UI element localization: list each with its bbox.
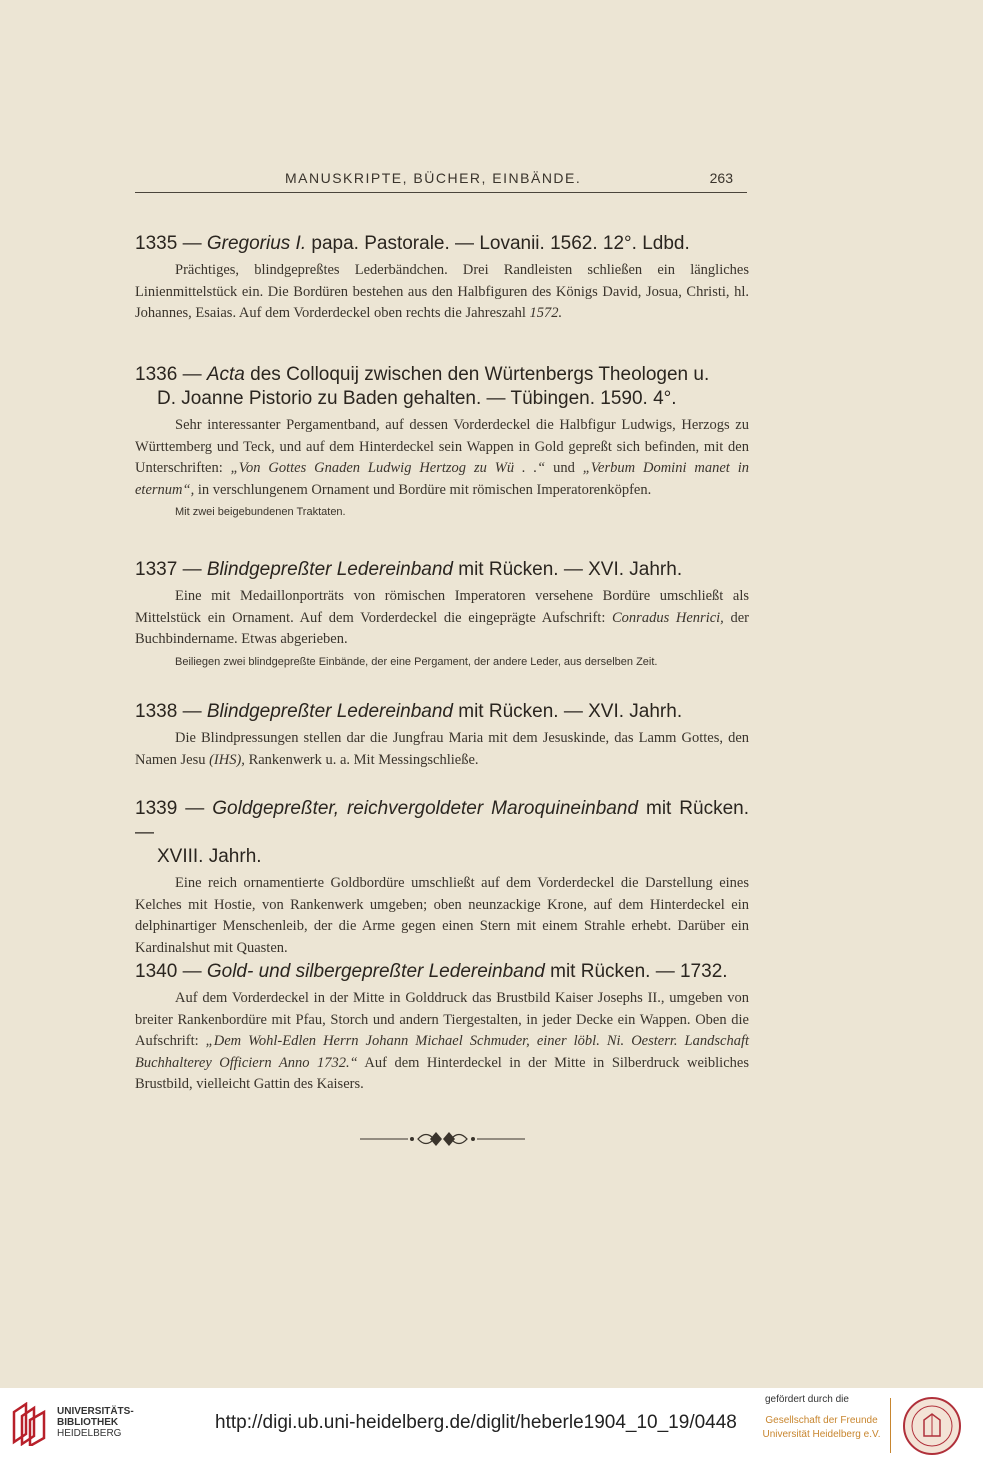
library-logo-icon bbox=[10, 1402, 50, 1446]
entry-description: Prächtiges, blindgepreßtes Lederbändchen. Drei Randleisten schließen ein längliches Linienmittelstück ein. Die Bordüren bestehen aus den Halbfiguren des Königs David, Josua, Christi, hl. Johannes, Esaias. Auf dem Vorderdeckel oben rechts die Jahreszahl 1572. bbox=[135, 262, 749, 321]
entry-heading: 1335 — Gregorius I. papa. Pastorale. — Lovanii. 1562. 12°. Ldbd. bbox=[135, 233, 690, 254]
entry-heading: 1339 — Goldgepreßter, reichvergoldeter Maroquineinband mit Rücken. — XVIII. Jahrh. bbox=[135, 798, 749, 867]
entry-1339 bbox=[135, 797, 749, 959]
entry-description: Auf dem Vorderdeckel in der Mitte in Golddruck das Brustbild Kaiser Josephs II., umgeben von breiter Rankenbordüre mit Pfau, Storch und andern Tiergestalten, in jeder Decke ein Wappen. Oben die Aufschrift: „Dem Wohl-Edlen Herrn Johann Michael Schmuder, einer löbl. Ni. Oesterr. Landschaft Buchhalterey Officiern Anno 1732.“ Auf dem Hinterdeckel in der Mitte in Silberdruck weibliches Brustbild, vielleicht Gattin des Kaisers. bbox=[135, 990, 750, 1092]
entry-description: Eine mit Medaillonporträts von römischen Imperatoren versehene Bordüre umschließt als Mittelstück ein Ornament. Auf dem Vorderdeckel die eingeprägte Aufschrift: Conradus Henrici, der Buchbindername. Etwas abgerieben. bbox=[135, 588, 749, 647]
entry-heading: 1338 — Blindgepreßter Ledereinband mit Rücken. — XVI. Jahrh. bbox=[135, 701, 683, 722]
entry-heading: 1340 — Gold- und silbergepreßter Ledereinband mit Rücken. — 1732. bbox=[135, 961, 728, 982]
entry-description: Die Blindpressungen stellen dar die Jungfrau Maria mit dem Jesuskinde, das Lamm Gottes, den Namen Jesu (IHS), Rankenwerk u. a. Mit Messingschließe. bbox=[135, 730, 749, 768]
permalink-url[interactable]: http://digi.ub.uni-heidelberg.de/diglit/heberle1904_10_19/0448 bbox=[215, 1412, 737, 1433]
entry-description: Sehr interessanter Pergamentband, auf dessen Vorderdeckel die Halbfigur Ludwigs, Herzogs zu Württemberg und Teck, und auf dem Hinterdeckel sein Wappen in Gold gepreßt sich befinden, mit den Unterschriften: „Von Gottes Gnaden Ludwig Hertzog zu Wü . .“ und „Verbum Domini manet in eternum“, in verschlungenem Ornament und Bordüre mit römischen Imperatorenköpfen. bbox=[135, 417, 749, 498]
entry-note: Mit zwei beigebundenen Traktaten. bbox=[175, 506, 346, 518]
entry-note: Beiliegen zwei blindgepreßte Einbände, der eine Pergament, der andere Leder, aus derselben Zeit. bbox=[175, 655, 658, 668]
entry-heading: 1336 — Acta des Colloquij zwischen den Würtenbergs Theologen u. D. Joanne Pistorio zu Baden gehalten. — Tübingen. 1590. 4°. bbox=[135, 364, 710, 409]
running-title: MANUSKRIPTE, BÜCHER, EINBÄNDE. bbox=[285, 170, 582, 186]
entry-1336 bbox=[135, 363, 749, 521]
page-number: 263 bbox=[709, 170, 733, 186]
footer-divider bbox=[890, 1398, 891, 1453]
entry-1335 bbox=[135, 232, 749, 325]
entry-1337 bbox=[135, 558, 749, 671]
funded-by-label: gefördert durch die bbox=[765, 1394, 849, 1405]
library-name: UNIVERSITÄTS- BIBLIOTHEK HEIDELBERG bbox=[57, 1406, 134, 1439]
ornament-divider-icon bbox=[360, 1128, 525, 1150]
entry-description: Eine reich ornamentierte Goldbordüre umschließt auf dem Vorderdeckel die Darstellung eines Kelches mit Hostie, von Rankenwerk umgeben; oben neunzackige Krone, auf dem Hinterdeckel ein delphinartiger Menschenleib, der die Arme gegen einen Stern mit einem Strahle erhebt. Darüber ein Kardinalshut mit Quasten. bbox=[135, 875, 749, 956]
entry-1338 bbox=[135, 700, 749, 771]
society-name: Gesellschaft der Freunde Universität Heidelberg e.V. bbox=[762, 1415, 881, 1440]
running-head bbox=[135, 170, 747, 193]
footer-bar bbox=[0, 1388, 983, 1463]
university-seal-icon bbox=[902, 1396, 962, 1456]
entry-1340 bbox=[135, 960, 749, 1096]
entry-heading: 1337 — Blindgepreßter Ledereinband mit Rücken. — XVI. Jahrh. bbox=[135, 559, 683, 580]
